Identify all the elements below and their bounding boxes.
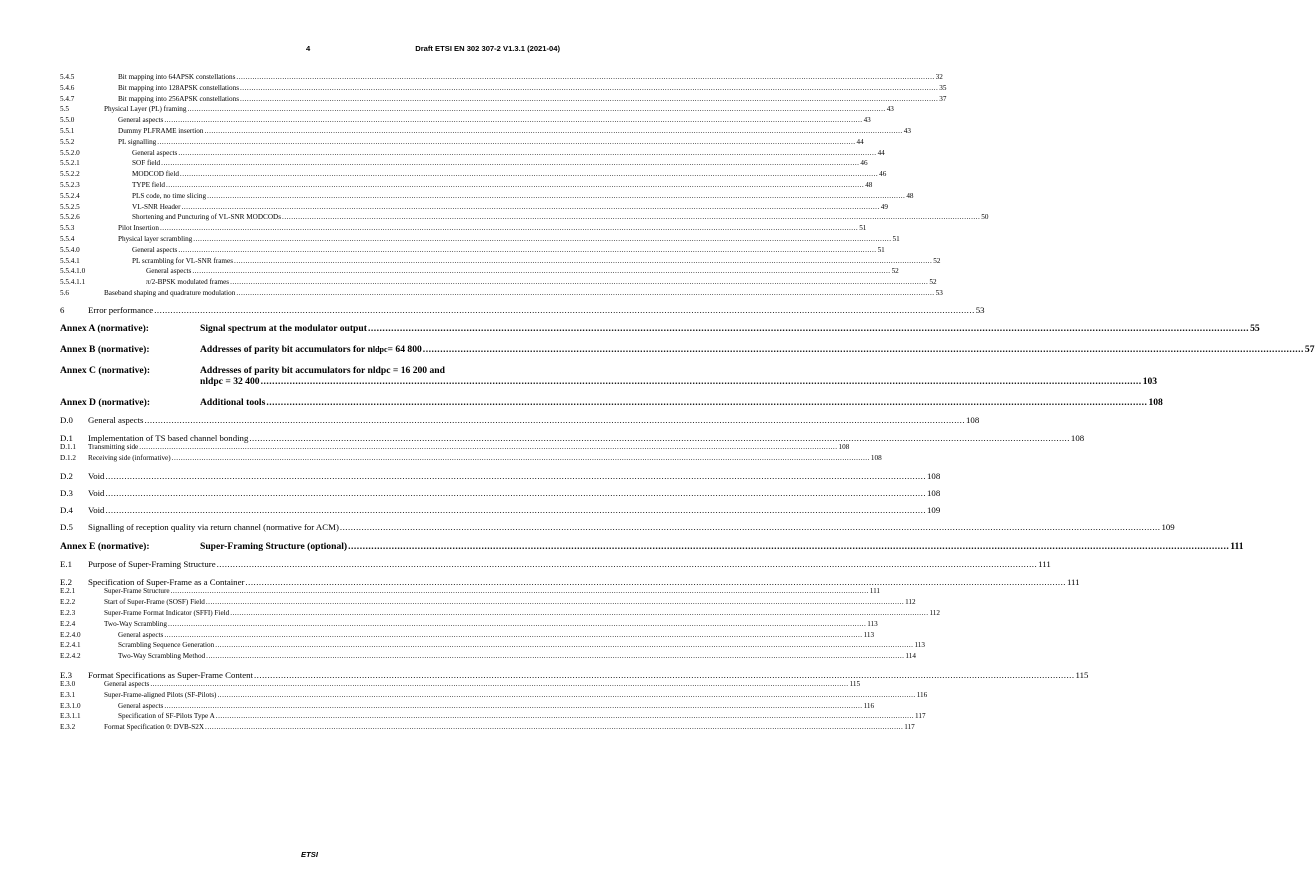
toc-entry — [60, 669, 1089, 680]
toc-entry-title: Transmitting side — [88, 442, 139, 451]
toc-entry-number: Annex E (normative): — [60, 541, 150, 553]
toc-entry-page: 52 — [933, 256, 941, 265]
toc-leader-dots — [217, 691, 915, 699]
toc-annex-entry — [60, 396, 1163, 408]
toc-entry-title: Physical Layer (PL) framing — [104, 105, 187, 114]
toc-leader-dots — [236, 289, 934, 297]
toc-entry-number: E.3.1 — [60, 690, 76, 699]
toc-leader-dots — [172, 454, 870, 462]
toc-leader-dots — [348, 541, 1229, 552]
toc-entry-number: D.0 — [60, 414, 73, 425]
page-number: 4 — [306, 44, 311, 53]
toc-entry-page: 111 — [1230, 541, 1244, 553]
toc-entry-number: E.2.2 — [60, 598, 76, 607]
toc-entry-title: Additional tools — [200, 396, 266, 408]
toc-entry-title: Purpose of Super-Framing Structure — [88, 559, 216, 570]
toc-entry-page: 111 — [1038, 559, 1051, 570]
toc-entry-title: Error performance — [88, 304, 154, 315]
toc-entry-page: 108 — [838, 442, 850, 451]
toc-entry-number: 5.5.4.1.1 — [60, 278, 86, 287]
toc-entry-title: Bit mapping into 256APSK constellations — [118, 94, 239, 103]
toc-entry — [60, 148, 885, 160]
toc-entry-page: 53 — [935, 288, 943, 297]
toc-entry — [60, 641, 925, 652]
toc-entry-page: 48 — [865, 180, 873, 189]
toc-entry-number: E.3.1.1 — [60, 712, 81, 721]
toc-leader-dots — [423, 344, 1304, 355]
toc-entry-number: 5.5.4.1 — [60, 256, 80, 265]
toc-entry — [60, 126, 911, 138]
toc-entry-page: 43 — [863, 116, 871, 125]
toc-leader-dots — [154, 305, 975, 315]
toc-entry — [60, 712, 926, 723]
toc-entry-title: Physical layer scrambling — [118, 234, 193, 243]
toc-entry-title: nldpc = 32 400 — [200, 375, 260, 387]
toc-entry-title: Super-Framing Structure (optional) — [200, 541, 348, 553]
toc-leader-dots — [206, 652, 904, 660]
toc-leader-dots — [230, 609, 928, 617]
toc-leader-dots — [368, 323, 1249, 334]
toc-entry-page: 51 — [877, 245, 885, 254]
toc-leader-dots — [249, 433, 1070, 443]
toc-entry-page: 50 — [981, 213, 989, 222]
toc-entry-number: 5.5 — [60, 105, 69, 114]
toc-entry-title: Format Specifications as Super-Frame Content — [88, 669, 253, 680]
toc-entry-number: E.3 — [60, 669, 72, 680]
toc-entry-number: E.2.4.1 — [60, 641, 81, 650]
toc-leader-dots — [161, 159, 859, 167]
toc-entry — [60, 442, 850, 454]
toc-entry-page: 109 — [1161, 522, 1175, 533]
toc-entry-page: 112 — [905, 598, 916, 607]
toc-leader-dots — [240, 95, 938, 103]
toc-entry-number: 5.5.0 — [60, 116, 75, 125]
toc-leader-dots — [266, 397, 1147, 408]
toc-leader-dots — [164, 702, 862, 710]
toc-entry-title: Bit mapping into 64APSK constellations — [118, 73, 236, 81]
toc-annex-entry — [60, 541, 1244, 553]
toc-leader-dots — [217, 559, 1038, 569]
toc-entry — [60, 701, 875, 713]
toc-entry-title: General aspects — [146, 267, 192, 276]
toc-leader-dots — [215, 641, 913, 649]
toc-leader-dots — [105, 488, 926, 498]
toc-leader-dots — [204, 127, 902, 135]
toc-entry-number: E.1 — [60, 559, 72, 570]
toc-entry-title: Scrambling Sequence Generation — [118, 641, 215, 650]
toc-entry-title-rest: = 64 800 — [387, 343, 422, 355]
toc-leader-dots — [150, 680, 848, 688]
toc-entry — [60, 559, 1051, 570]
toc-entry — [60, 278, 937, 289]
toc-entry-number: 5.5.2.3 — [60, 180, 80, 189]
toc-leader-dots — [205, 723, 903, 731]
toc-entry-number: E.3.0 — [60, 679, 76, 688]
toc-entry-number: 5.5.4.1.0 — [60, 267, 86, 276]
toc-entry-page: 37 — [939, 94, 947, 103]
toc-entry — [60, 224, 867, 235]
toc-entry-title: Void — [88, 471, 105, 482]
toc-entry — [60, 180, 873, 192]
toc-entry-title: Super-Frame Format Indicator (SFFI) Field — [104, 608, 230, 617]
toc-entry-number: D.1.2 — [60, 453, 76, 462]
toc-leader-dots — [240, 84, 938, 92]
toc-entry-number: E.3.1.0 — [60, 701, 81, 710]
toc-entry-title: Signalling of reception quality via return channel (normative for ACM) — [88, 522, 339, 533]
toc-entry-title: TYPE field — [132, 180, 165, 189]
toc-entry-title: VL-SNR Header — [132, 202, 181, 211]
toc-entry-title-line — [200, 365, 1157, 376]
toc-entry — [60, 202, 888, 214]
toc-entry-page: 103 — [1142, 375, 1158, 387]
toc-entry-title-line — [200, 376, 1157, 387]
toc-entry-page: 108 — [1070, 432, 1085, 443]
toc-entry-number: 5.5.2.2 — [60, 170, 80, 179]
toc-leader-dots — [178, 149, 876, 157]
toc-entry — [60, 170, 887, 181]
toc-entry-page: 52 — [929, 278, 937, 287]
toc-entry-page: 111 — [1066, 577, 1080, 588]
toc-entry-title: Shortening and Puncturing of VL-SNR MODCODs — [132, 213, 282, 222]
toc-entry-number: D.1.1 — [60, 442, 76, 451]
toc-entry-title: General aspects — [118, 701, 164, 710]
toc-entry-page: 109 — [927, 505, 941, 516]
toc-leader-dots — [160, 224, 858, 232]
toc-entry — [60, 453, 882, 465]
toc-leader-dots — [236, 73, 934, 81]
toc-entry-number: Annex D (normative): — [60, 396, 151, 408]
toc-entry-page: 117 — [904, 723, 915, 732]
footer-etsi: ETSI — [301, 850, 318, 859]
toc-leader-dots — [139, 443, 837, 451]
toc-entry-title: Dummy PLFRAME insertion — [118, 126, 204, 135]
toc-entry-title: Void — [88, 505, 105, 516]
toc-leader-dots — [340, 522, 1161, 532]
toc-annex-entry — [60, 322, 1260, 334]
toc-entry — [60, 488, 941, 499]
toc-entry-number: D.2 — [60, 471, 73, 482]
toc-leader-dots — [168, 620, 866, 628]
toc-leader-dots — [245, 577, 1066, 587]
toc-entry-number: 5.5.2.1 — [60, 159, 80, 168]
toc-entry — [60, 577, 1080, 588]
toc-entry — [60, 73, 943, 84]
toc-entry-title: MODCOD field — [132, 170, 179, 179]
toc-entry — [60, 245, 885, 257]
toc-entry — [60, 234, 900, 246]
toc-entry — [60, 608, 940, 620]
toc-entry-number: 5.5.4.0 — [60, 245, 80, 254]
toc-leader-dots — [254, 670, 1075, 680]
toc-entry-page: 52 — [891, 267, 899, 276]
toc-leader-dots — [164, 631, 862, 639]
toc-entry — [60, 414, 980, 425]
toc-entry-number: 5.5.2.4 — [60, 191, 80, 200]
toc-entry-page: 108 — [1148, 396, 1163, 408]
toc-entry-title: General aspects — [132, 245, 178, 254]
toc-entry — [60, 471, 941, 482]
toc-entry-page: 108 — [927, 488, 941, 499]
toc-entry-number: 5.5.2.0 — [60, 148, 80, 157]
toc-entry-page: 116 — [916, 690, 928, 699]
toc-entry-page: 57 — [1304, 343, 1315, 355]
toc-leader-dots — [180, 170, 878, 178]
toc-entry-title: Bit mapping into 128APSK constellations — [118, 83, 239, 92]
toc-entry-title: Addresses of parity bit accumulators for nldpc = 16 200 and — [200, 364, 445, 376]
toc-entry — [60, 213, 989, 224]
toc-entry-number: 5.4.7 — [60, 94, 75, 103]
toc-entry — [60, 522, 1175, 533]
toc-entry-title: Void — [88, 488, 105, 499]
toc-entry-title: Super-Frame-aligned Pilots (SF-Pilots) — [104, 690, 217, 699]
document-title: Draft ETSI EN 302 307-2 V1.3.1 (2021-04) — [415, 44, 560, 53]
toc-entry-page: 108 — [870, 453, 882, 462]
toc-entry-title: Implementation of TS based channel bonding — [88, 432, 249, 443]
toc-entry-number: 5.5.2 — [60, 137, 75, 146]
toc-leader-dots — [230, 278, 928, 286]
toc-entry-page: 44 — [856, 137, 864, 146]
toc-leader-dots — [164, 116, 862, 124]
toc-entry-page: 49 — [880, 202, 888, 211]
toc-leader-dots — [171, 587, 869, 595]
toc-entry-title: General aspects — [104, 679, 150, 688]
toc-leader-dots — [166, 181, 864, 189]
toc-entry — [60, 432, 1085, 443]
toc-leader-dots — [193, 235, 891, 243]
toc-entry-number: E.2.3 — [60, 608, 76, 617]
toc-entry — [60, 690, 928, 702]
toc-leader-dots — [192, 267, 890, 275]
toc-entry-page: 108 — [966, 414, 980, 425]
toc-entry-number: E.2.1 — [60, 587, 76, 596]
toc-entry-title: General aspects — [88, 414, 144, 425]
toc-entry-page: 108 — [927, 471, 941, 482]
toc-entry-page: 117 — [915, 712, 926, 721]
toc-entry-number: 5.5.2.6 — [60, 213, 80, 222]
toc-entry — [60, 587, 881, 598]
toc-entry-page: 53 — [975, 304, 985, 315]
toc-entry-number: Annex C (normative): — [60, 364, 151, 376]
toc-annex-entry — [60, 343, 1315, 355]
toc-leader-dots — [187, 105, 885, 113]
toc-entry-page: 114 — [905, 652, 916, 661]
toc-entry-title: PLS code, no time slicing — [132, 191, 207, 200]
toc-entry-number: D.3 — [60, 488, 73, 499]
toc-entry-number: E.2.4 — [60, 619, 76, 628]
toc-leader-dots — [234, 257, 932, 265]
toc-entry-number: 5.5.2.5 — [60, 202, 80, 211]
toc-entry-number: 5.6 — [60, 288, 69, 297]
toc-entry-page: 32 — [935, 73, 943, 81]
toc-entry-number: E.3.2 — [60, 723, 76, 732]
toc-leader-dots — [182, 203, 880, 211]
toc-entry-number: D.5 — [60, 522, 73, 533]
toc-entry-title: Format Specification 0: DVB-S2X — [104, 723, 205, 732]
toc-leader-dots — [216, 712, 914, 720]
toc-entry-title: General aspects — [118, 116, 164, 125]
toc-entry — [60, 191, 914, 203]
toc-entry-title: PL signalling — [118, 137, 157, 146]
toc-entry-page: 51 — [892, 234, 900, 243]
toc-leader-dots — [105, 471, 926, 481]
toc-entry — [60, 105, 894, 116]
toc-entry — [60, 288, 943, 300]
toc-entry-number: Annex A (normative): — [60, 322, 149, 334]
toc-entry-page: 113 — [863, 630, 875, 639]
toc-entry-page: 115 — [1075, 669, 1089, 680]
toc-entry-number: 5.5.4 — [60, 234, 75, 243]
toc-leader-dots — [261, 376, 1142, 387]
toc-entry-page: 43 — [903, 126, 911, 135]
toc-entry-page: 112 — [929, 608, 940, 617]
toc-entry-title: Receiving side (informative) — [88, 453, 171, 462]
toc-entry-page: 44 — [877, 148, 885, 157]
toc-entry-page: 115 — [849, 679, 861, 688]
toc-entry-title: Start of Super-Frame (SOSF) Field — [104, 598, 205, 607]
toc-entry-title: General aspects — [118, 630, 164, 639]
toc-leader-dots — [178, 246, 876, 254]
table-of-contents — [60, 73, 1315, 734]
toc-entry — [60, 137, 864, 149]
toc-entry-title-block — [200, 365, 1157, 387]
toc-entry-title: Specification of SF-Pilots Type A — [118, 712, 215, 721]
toc-entry-page: 113 — [867, 619, 878, 628]
toc-entry-page: 43 — [886, 105, 894, 114]
toc-entry — [60, 159, 868, 170]
toc-entry-title: Baseband shaping and quadrature modulation — [104, 288, 236, 297]
toc-entry-number: D.4 — [60, 505, 73, 516]
toc-entry — [60, 94, 947, 106]
toc-entry-number: E.2.4.0 — [60, 630, 81, 639]
toc-leader-dots — [144, 415, 965, 425]
toc-entry — [60, 619, 878, 631]
toc-entry-number: 5.5.1 — [60, 126, 75, 135]
toc-entry-page: 46 — [879, 170, 887, 179]
toc-entry-title: Specification of Super-Frame as a Container — [88, 577, 245, 588]
toc-leader-dots — [206, 598, 904, 606]
toc-entry-title: SOF field — [132, 159, 161, 168]
toc-entry-title: Two-Way Scrambling Method — [118, 652, 206, 661]
toc-entry-page: 111 — [869, 587, 881, 596]
toc-entry-title: Signal spectrum at the modulator output — [200, 322, 367, 334]
toc-entry — [60, 304, 985, 315]
toc-entry-title: Addresses of parity bit accumulators for n — [200, 343, 373, 355]
toc-entry-page: 35 — [939, 83, 947, 92]
toc-entry-title: General aspects — [132, 148, 178, 157]
toc-entry-number: E.2.4.2 — [60, 652, 81, 661]
toc-entry — [60, 652, 916, 663]
toc-entry — [60, 630, 875, 642]
toc-entry-number: 6 — [60, 304, 65, 315]
toc-entry — [60, 267, 899, 278]
toc-entry-number: 5.4.5 — [60, 73, 75, 81]
toc-entry-title: Pilot Insertion — [118, 224, 159, 233]
toc-entry — [60, 505, 941, 516]
toc-entry-number: D.1 — [60, 432, 73, 443]
toc-entry-page: 113 — [914, 641, 925, 650]
toc-entry — [60, 116, 871, 127]
toc-entry-title: Super-Frame Structure — [104, 587, 170, 596]
toc-entry-number: 5.4.6 — [60, 83, 75, 92]
toc-entry — [60, 723, 915, 734]
toc-entry-page: 46 — [860, 159, 868, 168]
toc-entry-page: 55 — [1250, 322, 1260, 334]
toc-entry-page: 48 — [906, 191, 914, 200]
toc-leader-dots — [207, 192, 905, 200]
toc-leader-dots — [282, 213, 980, 221]
toc-entry-number: E.2 — [60, 577, 72, 588]
toc-entry-title: π/2-BPSK modulated frames — [146, 278, 230, 287]
toc-entry — [60, 256, 941, 268]
toc-entry — [60, 83, 947, 95]
toc-leader-dots — [157, 138, 855, 146]
toc-entry — [60, 679, 861, 691]
toc-entry — [60, 598, 916, 609]
toc-entry-subscript: ldpc — [372, 344, 388, 354]
toc-entry-page: 116 — [863, 701, 875, 710]
toc-entry-title: PL scrambling for VL-SNR frames — [132, 256, 234, 265]
toc-entry-number: 5.5.3 — [60, 224, 75, 233]
toc-leader-dots — [105, 505, 926, 515]
toc-entry-number: Annex B (normative): — [60, 343, 150, 355]
toc-entry-title: Two-Way Scrambling — [104, 619, 167, 628]
toc-entry-page: 51 — [859, 224, 867, 233]
toc-annex-entry — [60, 364, 1158, 387]
